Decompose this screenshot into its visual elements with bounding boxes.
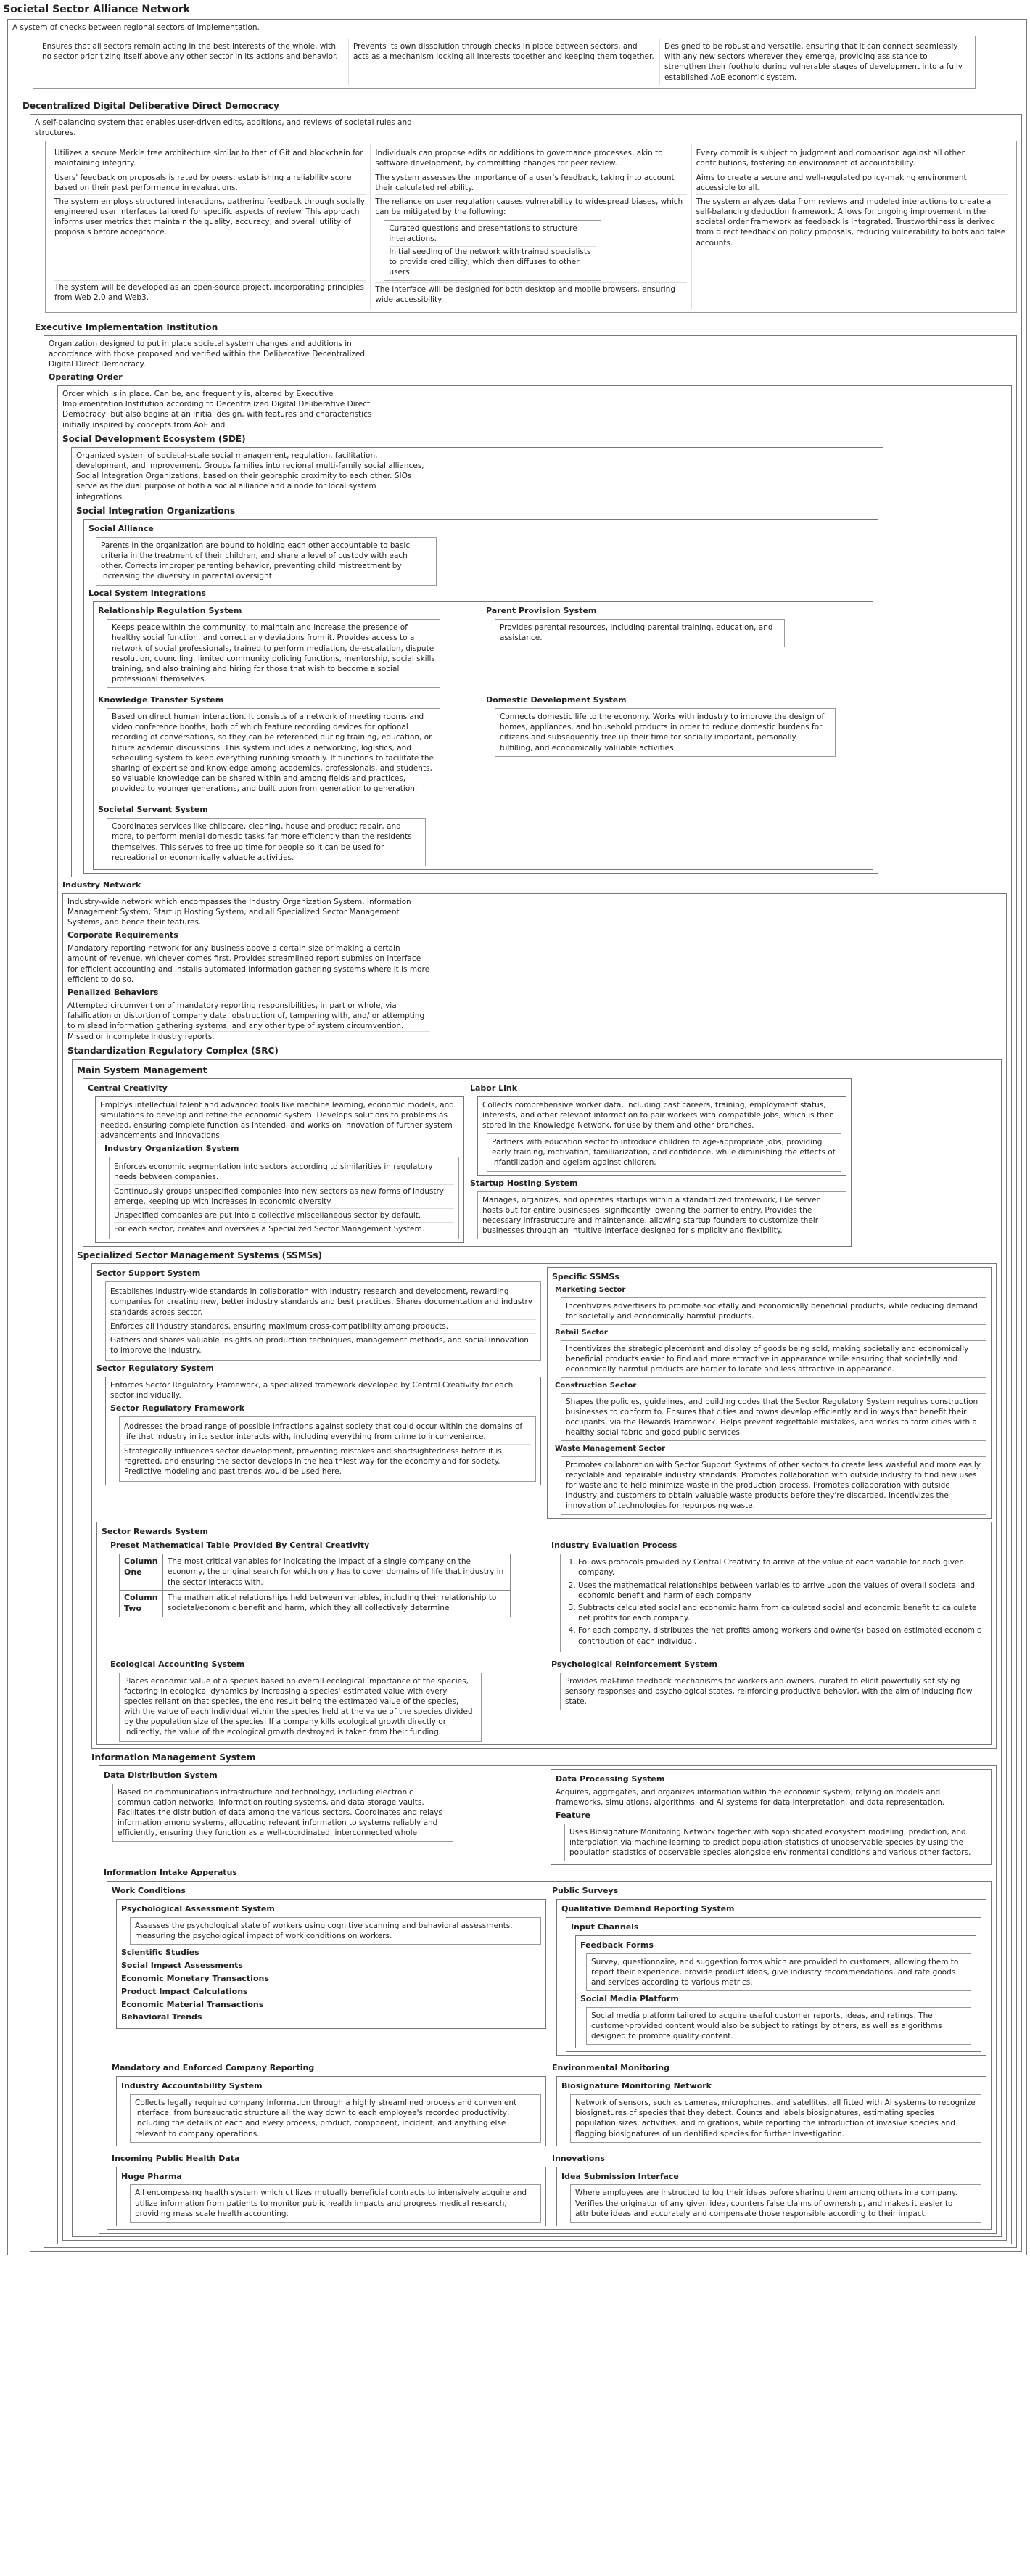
ddd-col-1 bbox=[50, 144, 370, 308]
ddd-mitigations bbox=[384, 220, 601, 281]
ssms-box bbox=[91, 1263, 997, 1748]
ddd-point: Every commit is subject to judgment and comparison against all other contributions, fostering an environment of accountability. bbox=[696, 147, 1008, 171]
dds-title: Domestic Development System bbox=[486, 695, 627, 705]
ddd-point-text: The reliance on user regulation causes vulnerability to widespread biases, which can be mitigated by the following: bbox=[375, 197, 683, 217]
sa-title: Social Alliance bbox=[88, 523, 154, 533]
ddd-box bbox=[30, 114, 1022, 2252]
ddd-col-3 bbox=[691, 144, 1012, 308]
ff-box bbox=[575, 1935, 976, 2049]
em-title: Environmental Monitoring bbox=[552, 2063, 670, 2073]
sa-desc: Parents in the organization are bound to holding each other accountable to basic criteria in the treatment of their children, and share a level of custody with each other. Corrects improper parenting behavior, preventing child mistreatment by increasing the diversity in parental oversight. bbox=[96, 537, 437, 586]
wc-item: Economic Monetary Transactions bbox=[121, 1973, 269, 1983]
iep-title: Industry Evaluation Process bbox=[551, 1541, 677, 1551]
ll-sub: Partners with education sector to introduce children to age-appropriate jobs, providing early training, motivation, familiarization, and confidence, while diminishing the effects of infantilization and ageism against children. bbox=[487, 1133, 841, 1172]
root-items bbox=[33, 36, 976, 89]
cs-desc: Shapes the policies, guidelines, and building codes that the Sector Regulatory System requires construction businesses to conform to. Ensures that cities and towns develop efficiently and in ways that benefit their occupants, via the Rewards Framework. Helps prevent regrettable mistakes, and works to form cities with a healthy social fabric and good public services. bbox=[561, 1393, 986, 1442]
mitigation: Initial seeding of the network with trained specialists to provide credibility, which then diffuses to other users. bbox=[389, 247, 591, 276]
srs-box bbox=[105, 1377, 541, 1485]
sps-item: Establishes industry-wide standards in collaboration with industry research and development, rewarding companies for creating new, better industry standards and best practices. Shares documentation and industry standards across sector. bbox=[110, 1285, 536, 1320]
ddd-point: Utilizes a secure Merkle tree architecture similar to that of Git and blockchain for maintaining integrity. bbox=[54, 147, 366, 171]
srf-item: Addresses the broad range of possible infractions against society that could occur within the domains of life that industry in its sector interacts with, including everything from crime to inconvenience. bbox=[124, 1420, 531, 1444]
pmt-table bbox=[119, 1554, 511, 1617]
hp-desc: All encompassing health system which utilizes mutually beneficial contracts to intensively acquire and utilize information from patients to monitor public health impacts and progress medical research, providing mass scale health accounting. bbox=[130, 2184, 541, 2223]
wc-item: Product Impact Calculations bbox=[121, 1986, 248, 1996]
pmt-col1-desc: The most critical variables for indicating the impact of a single company on the economy, the original search for which only has to cover domains of life that industry in the sector interacts with. bbox=[163, 1554, 511, 1591]
eii-title: Executive Implementation Institution bbox=[35, 321, 218, 332]
cr-desc: Mandatory reporting network for any business above a certain size or making a certain amount of revenue, whichever comes first. Provides streamlined report submission interface for efficient accounting and installs automated information gathering systems where it is more efficient to do so. bbox=[67, 944, 430, 984]
kts-desc: Based on direct human interaction. It consists of a network of meeting rooms and video conference booths, both of which feature recording devices for optional recording of conversations, so they can be referenced during training, education, or future academic discussions. This system includes a networking, logistics, and scheduling system to keep everything running smoothly. It functions to facilitate the sharing of expertise and knowledge among academics, professionals, and students, so valuable knowledge can be shared within and among fields and practices, provided to younger generations, and built upon from generation to generation. bbox=[107, 708, 440, 797]
dps-box bbox=[551, 1769, 992, 1866]
inn-box bbox=[556, 2167, 986, 2226]
sps-item: Gathers and shares valuable insights on production techniques, management methods, and social innovation to improve the industry. bbox=[110, 1335, 529, 1355]
prs-title: Psychological Reinforcement System bbox=[551, 1659, 717, 1669]
dps-feature-desc: Uses Biosignature Monitoring Network together with sophisticated ecosystem modeling, prediction, and interpolation via machine learning to predict population statistics of unobservable species by using the population statistics of observable species alongside environmental conditions and various other factors. bbox=[564, 1824, 986, 1862]
ias-desc: Collects legally required company information through a highly streamlined process and convenient interface, from bureaucratic structure all the way down to each employee's recorded productivity, including the details of each and every process, product, component, incident, and anything else relevant to company operations. bbox=[130, 2094, 541, 2143]
ios-item: For each sector, creates and oversees a Specialized Sector Management System. bbox=[114, 1225, 425, 1234]
wm-title: Waste Management Sector bbox=[555, 1445, 666, 1453]
root-item: Prevents its own dissolution through checks in place between sectors, and acts as a mechanism locking all interests together and keeping them together. bbox=[348, 39, 659, 85]
ddd-point: The system will be developed as an open-source project, incorporating principles from Web 2.0 and Web3. bbox=[54, 282, 364, 303]
oo-desc: Order which is in place. Can be, and frequently is, altered by Executive Implementation Institution according to Decentralized Digital Deliberative Direct Democracy, but also begins at an initial design, with features and characteristics initially inspired by concepts from AoE and bbox=[62, 390, 372, 430]
dps-title: Data Processing System bbox=[556, 1773, 665, 1784]
oo-box bbox=[57, 385, 1012, 2244]
mecr-title: Mandatory and Enforced Company Reporting bbox=[112, 2063, 315, 2073]
ims-box bbox=[99, 1765, 997, 2234]
srs-title: Sector Regulatory System bbox=[96, 1363, 214, 1374]
pb-item: Attempted circumvention of mandatory reporting responsibilities, in part or whole, via falsification or distortion of company data, obstruction of, tampering with, and/ or attempting to mislead information gathering systems, and any other type of system circumvention. bbox=[67, 1001, 430, 1033]
sps-item: Enforces all industry standards, ensuring maximum cross-compatibility among products. bbox=[110, 1320, 536, 1334]
isi-desc: Where employees are instructed to log their ideas before sharing them among others in a company. Verifies the originator of any given idea, counters false claims of ownership, and makes it easier to attribute ideas and accurately and compensate those responsible according to their impact. bbox=[570, 2184, 981, 2223]
cc-title: Central Creativity bbox=[88, 1083, 168, 1093]
sde-desc: Organized system of societal-scale social management, regulation, facilitation, development, and improvement. Groups families into regional multi-family social alliances, Social Integration Organizations, based on their georaphic proximity to each other. SIOs serve as the dual purpose of both a social alliance and a node for local system integrations. bbox=[76, 451, 424, 501]
rrs-title: Relationship Regulation System bbox=[98, 606, 242, 616]
sss-desc: Coordinates services like childcare, cleaning, house and product repair, and more, to perform menial domestic tasks far more efficiently than the residents themselves. This serves to free up time for people so it can be used for recreational or economically valuable activities. bbox=[107, 818, 426, 866]
root-desc: A system of checks between regional sectors of implementation. bbox=[12, 22, 260, 32]
pb-item: Missed or incomplete industry reports. bbox=[67, 1033, 215, 1042]
ll-desc: Collects comprehensive worker data, including past careers, training, employment status, interests, and other relevant information to pair workers with compatible jobs, which is then stored in the Knowledge Network, for use by them and other branches. bbox=[482, 1100, 834, 1130]
ddd-grid bbox=[45, 141, 1017, 312]
msm-box bbox=[83, 1078, 852, 1247]
lsi-box bbox=[93, 601, 873, 870]
pmt-title: Preset Mathematical Table Provided By Central Creativity bbox=[110, 1541, 370, 1551]
wc-item: Social Impact Assessments bbox=[121, 1961, 243, 1971]
eii-desc: Organization designed to put in place societal system changes and additions in accordance with those proposed and verified within the Deliberative Decentralized Digital Direct Democracy. bbox=[49, 339, 366, 369]
ios-title: Industry Organization System bbox=[104, 1144, 239, 1154]
bmn-title: Biosignature Monitoring Network bbox=[561, 2081, 712, 2091]
iep-step: 4. For each company, distributes the net profits among workers and owner(s) based on estimated economic contribution of each individual. bbox=[578, 1625, 981, 1646]
shs-title: Startup Hosting System bbox=[470, 1178, 578, 1188]
pb-title: Penalized Behaviors bbox=[67, 987, 159, 997]
msm-title: Main System Management bbox=[77, 1065, 207, 1075]
src-title: Standardization Regulatory Complex (SRC) bbox=[67, 1046, 279, 1057]
inn-title: Innovations bbox=[552, 2153, 605, 2163]
ddd-point: The system analyzes data from reviews and modeled interactions to create a self-balancing deduction framework. Allows for ongoing improvement in the societal order framework as feedback is integrated. Trustworthiness is derived from direct feedback on policy proposals, reducing vulnerability to bots and false accounts. bbox=[696, 197, 1006, 247]
ll-title: Labor Link bbox=[470, 1083, 518, 1093]
cr-title: Corporate Requirements bbox=[67, 930, 178, 940]
iep-box bbox=[560, 1554, 986, 1652]
ims-title: Information Management System bbox=[91, 1752, 256, 1763]
cs-title: Construction Sector bbox=[555, 1382, 637, 1390]
ms-title: Marketing Sector bbox=[555, 1286, 626, 1295]
dds-desc: Connects domestic life to the economy. Works with industry to improve the design of homes, appliances, and household products in order to reduce domestic burdens for citizens and subsequently free up their time for socially important, personally fulfilling, and economically valuable activities. bbox=[495, 708, 836, 757]
iep-step: 1. Follows protocols provided by Central Creativity to arrive at the value of each variable for each given company. bbox=[578, 1557, 981, 1578]
wc-item: Economic Material Transactions bbox=[121, 1999, 264, 2009]
ddd-point: Aims to create a secure and well-regulated policy-making environment accessible to all. bbox=[696, 171, 1008, 195]
ddd-col-2 bbox=[370, 144, 691, 308]
ssms-title: Specialized Sector Management Systems (SSMSs) bbox=[77, 1250, 323, 1261]
sio-box bbox=[83, 519, 878, 874]
ps-box bbox=[556, 1899, 986, 2056]
mecr-box bbox=[116, 2076, 546, 2146]
ff-title: Feedback Forms bbox=[580, 1940, 654, 1950]
wc-box bbox=[116, 1899, 546, 2029]
ddd-point: Individuals can propose edits or additions to governance processes, akin to software development, by committing changes for peer review. bbox=[375, 147, 686, 171]
ddd-point: The system assesses the importance of a user's feedback, taking into account their calculated reliability. bbox=[375, 171, 686, 195]
ddd-title: Decentralized Digital Deliberative Direct Democracy bbox=[22, 100, 279, 111]
rs-title: Retail Sector bbox=[555, 1329, 608, 1337]
hp-title: Huge Pharma bbox=[121, 2171, 182, 2181]
iep-step: 3. Subtracts calculated social and economic harm from calculated social and economic benefit to calculate net profits for each company. bbox=[578, 1603, 981, 1623]
ddd-desc: A self-balancing system that enables user-driven edits, additions, and reviews of societal rules and structures. bbox=[35, 118, 412, 138]
ddd-point bbox=[375, 195, 686, 283]
in-title: Industry Network bbox=[62, 879, 141, 890]
in-box bbox=[62, 893, 1007, 2241]
ic-box bbox=[566, 1917, 981, 2053]
ms-desc: Incentivizes advertisers to promote societally and economically beneficial products, while reducing demand for societally and economically harmful products. bbox=[561, 1297, 986, 1325]
ic-title: Input Channels bbox=[571, 1921, 639, 1932]
wc-item: Scientific Studies bbox=[121, 1948, 199, 1958]
iep-step: 2. Uses the mathematical relationships between variables to arrive upon the values of overall societal and economic benefit and harm of each company bbox=[578, 1580, 981, 1601]
prs-desc: Provides real-time feedback mechanisms for workers and owners, curated to elicit powerfully satisfying sensory responses and psychological states, reinforcing productive behavior, with the aim of inducing flow state. bbox=[560, 1673, 986, 1711]
srw-box bbox=[96, 1522, 992, 1745]
sde-box bbox=[71, 447, 883, 877]
ios-item: Continuously groups unspecified companies into new sectors as new forms of industry emerge, keeping up with increases in economic diversity. bbox=[114, 1185, 454, 1209]
sde-title: Social Development Ecosystem (SDE) bbox=[62, 433, 246, 444]
ios-item: Enforces economic segmentation into sectors according to similarities in regulatory needs between companies. bbox=[114, 1160, 454, 1184]
iia-box bbox=[107, 1881, 992, 2230]
lsi-title: Local System Integrations bbox=[88, 588, 207, 598]
pps-desc: Provides parental resources, including parental training, education, and assistance. bbox=[495, 619, 785, 647]
ddd-point: Users' feedback on proposals is rated by peers, establishing a reliability score based on their past performance in evaluations. bbox=[54, 171, 366, 195]
srf-item: Strategically influences sector development, preventing mistakes and shortsightedness before it is regretted, and ensuring the sector develops in the healthiest way for the economy and for society. Predictive modeling and past trends would be used here. bbox=[124, 1446, 502, 1476]
sps-title: Sector Support System bbox=[96, 1268, 201, 1279]
kts-title: Knowledge Transfer System bbox=[98, 695, 224, 705]
root-item: Designed to be robust and versatile, ensuring that it can connect seamlessly with any new sectors wherever they emerge, providing assistance to strengthen their foothold during vulnerable stages of development into a fully established AoE economic system. bbox=[659, 39, 971, 85]
iia-title: Information Intake Apperatus bbox=[104, 1868, 237, 1878]
root-box bbox=[7, 19, 1027, 2255]
srf-title: Sector Regulatory Framework bbox=[110, 1403, 245, 1414]
eas-desc: Places economic value of a species based on overall ecological importance of the species, factoring in ecological dynamics by increasing a species' estimated value with every species reliant on that species, the end result being the estimated value of the species, with the value of each individual within the species held at the value of the species divided by the population size of the species. If a company kills ecological growth directly or indirectly, the value of the ecological growth destroyed is taken from their funding. bbox=[119, 1673, 482, 1742]
cc-box bbox=[95, 1096, 464, 1244]
root-title: Societal Sector Alliance Network bbox=[3, 4, 191, 15]
cc-desc: Employs intellectual talent and advanced tools like machine learning, economic models, and simulations to develop and refine the economic system. Develops solutions to problems as needed, ensuring complete function as intended, and works on innovation of further system advancements and innovations. bbox=[100, 1100, 454, 1141]
smp-desc: Social media platform tailored to acquire useful customer reports, ideas, and ratings. The customer-provided content would also be subject to ratings by others, as well as algorithms designed to promote quality content. bbox=[586, 2007, 971, 2046]
eas-title: Ecological Accounting System bbox=[110, 1659, 245, 1669]
pas-title: Psychological Assessment System bbox=[121, 1903, 275, 1913]
srs-desc: Enforces Sector Regulatory Framework, a specialized framework developed by Central Creativity for each sector individually. bbox=[110, 1381, 514, 1400]
ias-title: Industry Accountability System bbox=[121, 2081, 263, 2091]
pmt-col2-desc: The mathematical relationships held between variables, including their relationship to societal/economic benefit and harm, which they all collectively determine bbox=[163, 1590, 511, 1617]
qdrs-title: Qualitative Demand Reporting System bbox=[561, 1903, 735, 1913]
iphd-title: Incoming Public Health Data bbox=[112, 2153, 240, 2163]
iphd-box bbox=[116, 2167, 546, 2226]
oo-title: Operating Order bbox=[49, 372, 123, 382]
smp-title: Social Media Platform bbox=[580, 1994, 679, 2004]
dps-feature-title: Feature bbox=[556, 1810, 590, 1820]
shs-desc: Manages, organizes, and operates startups within a standardized framework, like server hosts but for entire businesses, significantly lowering the barrier to entry. Provides the necessary infrastructure and maintenance, allowing startup founders to customize their businesses through an intuitive interface designed for simplicity and flexibility. bbox=[477, 1191, 846, 1240]
pas-desc: Assesses the psychological state of workers using cognitive scanning and behavioral assessments, measuring the psychological impact of work conditions on workers. bbox=[130, 1917, 541, 1945]
ddd-point: The system employs structured interactions, gathering feedback through socially engineered user interfaces tailored for specific aspects of review. This approach informs user metrics that maintain the quality, accuracy, and overall utility of proposals before acceptance. bbox=[54, 195, 366, 281]
src-box bbox=[72, 1059, 1002, 2237]
ll-box bbox=[477, 1096, 846, 1176]
dds2-desc: Based on communications infrastructure and technology, including electronic communication networks, information routing systems, and data storage vaults. Facilitates the distribution of data among the various sectors. Coordinates and relays information among systems, allocating relevant information to systems reliably and efficiently, ensuring they function as a well-coordinated, interconnected whole bbox=[112, 1784, 453, 1842]
srw-title: Sector Rewards System bbox=[102, 1526, 208, 1536]
rrs-desc: Keeps peace within the community, to maintain and increase the presence of healthy social function, and correct any deviations from it. Provides access to a network of social professionals, trained to perform mediation, de-escalation, dispute resolution, counciling, limited community policing functions, mentorship, social skills training, and also training and hiring for those that wish to become a social professional themselves. bbox=[107, 619, 440, 688]
rs-desc: Incentivizes the strategic placement and display of goods being sold, making societally and economically beneficial products easier to find and more attractive in appearance while ensuring that societally and economically harmful products are harder to locate and less attractive in appearance. bbox=[561, 1340, 986, 1379]
bmn-desc: Network of sensors, such as cameras, microphones, and satellites, all fitted with AI systems to recognize biosignatures of species that they detect. Counts and labels biosignatures, estimating species population sizes, activities, and migrations, while reporting the introduction of invasive species and flagging biosignatures of unidentified species for further investigation. bbox=[570, 2094, 981, 2143]
em-box bbox=[556, 2076, 986, 2146]
ios-box bbox=[109, 1157, 459, 1239]
sio-title: Social Integration Organizations bbox=[76, 505, 236, 516]
pps-title: Parent Provision System bbox=[486, 606, 597, 616]
pmt-col2-label: Column Two bbox=[120, 1590, 163, 1617]
wc-item: Behavioral Trends bbox=[121, 2012, 202, 2022]
pmt-col1-label: Column One bbox=[120, 1554, 163, 1591]
wm-desc: Promotes collaboration with Sector Support Systems of other sectors to create less wasteful and more easily recyclable and repairable industry standards. Promotes collaboration with outside industry to find new uses for waste and to help minimize waste in the production process. Promotes collaboration with outside industry and customers to obtain valuable waste products before they're discarded. Incentivizes the innovation of technologies for repurposing waste. bbox=[561, 1456, 986, 1515]
spec-title: Specific SSMSs bbox=[552, 1272, 619, 1282]
ff-desc: Survey, questionnaire, and suggestion forms which are provided to customers, allowing them to report their experience, provide product ideas, give industry recommendations, and rate goods and services according to various metrics. bbox=[586, 1953, 971, 1992]
srf-box bbox=[119, 1416, 536, 1482]
spec-box bbox=[547, 1267, 992, 1518]
sps-box bbox=[105, 1281, 541, 1361]
eii-box bbox=[44, 335, 1017, 2248]
mitigation: Curated questions and presentations to structure interactions. bbox=[389, 223, 596, 246]
in-desc: Industry-wide network which encompasses the Industry Organization System, Information Management System, Startup Hosting System, and all Specialized Sector Management Systems, and hence their features. bbox=[67, 897, 411, 927]
wc-title: Work Conditions bbox=[112, 1886, 186, 1896]
ddd-point: The interface will be designed for both desktop and mobile browsers, ensuring wide accessibility. bbox=[375, 285, 675, 305]
isi-title: Idea Submission Interface bbox=[561, 2171, 679, 2181]
dds2-title: Data Distribution System bbox=[104, 1770, 218, 1780]
root-item: Ensures that all sectors remain acting in the best interests of the whole, with no sector prioritizing itself above any other sector in its actions and behavior. bbox=[42, 42, 338, 62]
dps-desc: Acquires, aggregates, and organizes information within the economic system, relying on models and frameworks, simulations, algorithms, and AI systems for data interpretation, and data representation. bbox=[556, 1787, 945, 1807]
sss-title: Societal Servant System bbox=[98, 805, 208, 815]
ios-item: Unspecified companies are put into a collective miscellaneous sector by default. bbox=[114, 1209, 454, 1223]
ps-title: Public Surveys bbox=[552, 1886, 619, 1896]
